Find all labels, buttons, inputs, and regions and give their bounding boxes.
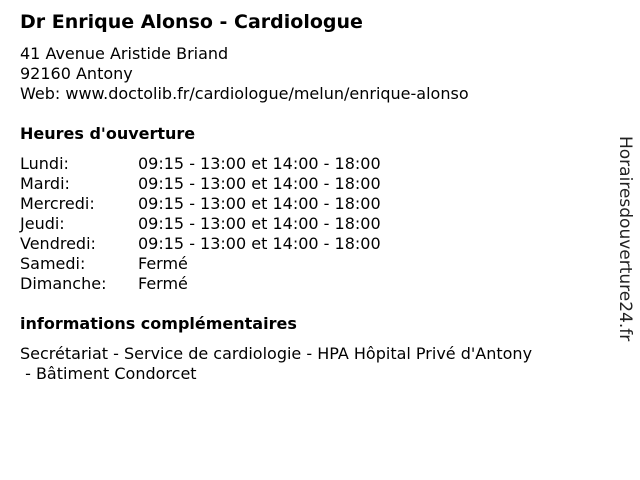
address-city: 92160 Antony (20, 64, 133, 83)
day-label: Samedi: (20, 254, 86, 273)
hours-row-jeudi (20, 214, 381, 234)
day-hours: Fermé (138, 254, 188, 273)
day-hours: Fermé (138, 274, 188, 293)
day-label: Mardi: (20, 174, 70, 193)
day-label: Mercredi: (20, 194, 95, 213)
day-label: Jeudi: (20, 214, 65, 233)
site-watermark: Horairesdouverture24.fr (615, 136, 635, 342)
day-hours: 09:15 - 13:00 et 14:00 - 18:00 (138, 174, 381, 193)
day-hours: 09:15 - 13:00 et 14:00 - 18:00 (138, 194, 381, 213)
hours-row-dimanche (20, 274, 381, 294)
info-text (20, 344, 600, 384)
day-label: Vendredi: (20, 234, 96, 253)
page-title: Dr Enrique Alonso - Cardiologue (20, 11, 363, 33)
hours-row-mercredi (20, 194, 381, 214)
day-hours: 09:15 - 13:00 et 14:00 - 18:00 (138, 154, 381, 173)
hours-row-lundi (20, 154, 381, 174)
info-line-1: Secrétariat - Service de cardiologie - HPA Hôpital Privé d'Antony (20, 344, 533, 363)
hours-table (20, 154, 381, 294)
day-hours: 09:15 - 13:00 et 14:00 - 18:00 (138, 214, 381, 233)
info-line-2: - Bâtiment Condorcet (20, 364, 197, 383)
hours-row-samedi (20, 254, 381, 274)
address-street: 41 Avenue Aristide Briand (20, 44, 229, 63)
hours-row-vendredi (20, 234, 381, 254)
info-heading: informations complémentaires (20, 314, 297, 333)
hours-row-mardi (20, 174, 381, 194)
day-hours: 09:15 - 13:00 et 14:00 - 18:00 (138, 234, 381, 253)
hours-heading: Heures d'ouverture (20, 124, 196, 143)
day-label: Lundi: (20, 154, 69, 173)
address-block (20, 44, 469, 104)
address-web: Web: www.doctolib.fr/cardiologue/melun/enrique-alonso (20, 84, 469, 103)
day-label: Dimanche: (20, 274, 107, 293)
